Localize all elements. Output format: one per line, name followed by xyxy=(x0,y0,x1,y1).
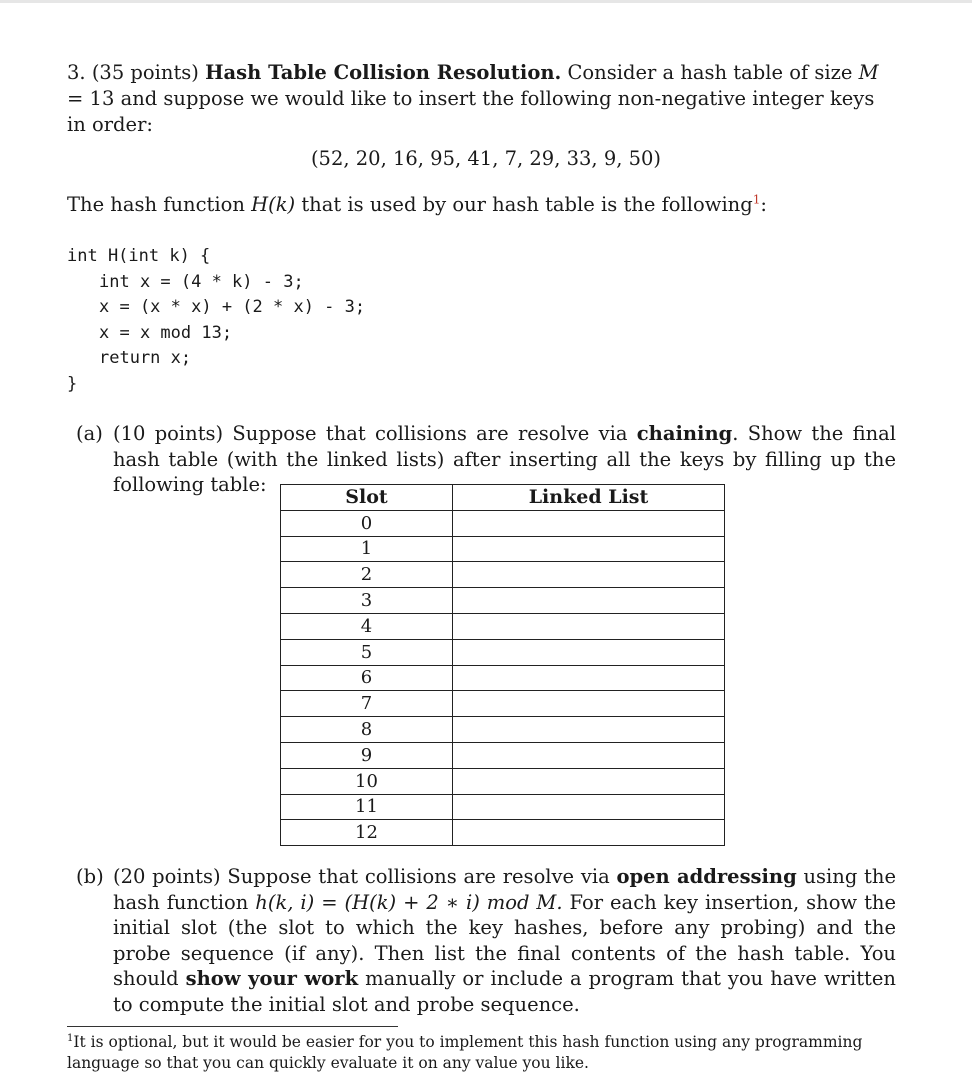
table-row xyxy=(281,510,725,536)
size-var: M xyxy=(858,61,879,84)
table-row xyxy=(281,613,725,639)
part-a-bold: chaining xyxy=(636,422,733,445)
code-line-6: } xyxy=(67,373,78,394)
slot-cell: 10 xyxy=(281,768,453,794)
intro-text-b: and suppose we would like to insert the following non-negative integer keys in order: xyxy=(67,87,875,136)
hash-intro-a: The hash function xyxy=(67,193,245,216)
slot-cell: 6 xyxy=(281,665,453,691)
linked-list-cell[interactable] xyxy=(453,562,725,588)
part-b-label: (b) xyxy=(76,865,104,888)
footnote xyxy=(67,1032,895,1074)
keys-sequence: (52, 20, 16, 95, 41, 7, 29, 33, 9, 50) xyxy=(310,147,662,170)
code-line-5: return x; xyxy=(99,348,192,368)
linked-list-cell[interactable] xyxy=(453,717,725,743)
size-eq: = 13 xyxy=(67,87,115,110)
part-b-text-c: For each key insertion, show the initial slot (the slot to which the key hashes, before any probing) and the probe sequence (if any). Then list the final contents of the hash table. You should xyxy=(113,890,897,990)
slot-cell: 1 xyxy=(281,536,453,562)
slot-cell: 8 xyxy=(281,717,453,743)
table-row xyxy=(281,820,725,846)
hash-intro xyxy=(67,192,897,218)
probe-formula: h(k, i) = (H(k) + 2 ∗ i) mod M. xyxy=(255,890,563,914)
problem-intro xyxy=(67,60,897,138)
linked-list-cell[interactable] xyxy=(453,820,725,846)
header-slot: Slot xyxy=(281,485,453,511)
table-header-row xyxy=(281,485,725,511)
part-a-text-b: . Show the final hash table (with the linked lists) after inserting all the keys by filling up the following table: xyxy=(113,422,896,496)
slot-cell: 4 xyxy=(281,613,453,639)
linked-list-cell[interactable] xyxy=(453,588,725,614)
slot-cell: 2 xyxy=(281,562,453,588)
hash-name: H(k) xyxy=(251,193,296,216)
slot-cell: 5 xyxy=(281,639,453,665)
part-b-bold-show-work: show your work xyxy=(185,967,359,990)
linked-list-cell[interactable] xyxy=(453,613,725,639)
table-row xyxy=(281,768,725,794)
table-row xyxy=(281,691,725,717)
code-line-4: x = x mod 13; xyxy=(99,322,233,343)
part-b-text-b: using the hash function xyxy=(113,865,896,914)
table-row xyxy=(281,742,725,768)
hash-intro-b: that is used by our hash table is the following xyxy=(301,193,753,216)
slot-cell: 11 xyxy=(281,794,453,820)
part-a xyxy=(76,421,896,496)
linked-list-cell[interactable] xyxy=(453,768,725,794)
linked-list-cell[interactable] xyxy=(453,510,725,536)
part-b-text-a: (20 points) Suppose that collisions are resolve via xyxy=(113,865,610,888)
footnote-rule xyxy=(67,1026,398,1027)
code-line-3: x = (x * x) + (2 * x) - 3; xyxy=(99,297,366,317)
linked-list-cell[interactable] xyxy=(453,639,725,665)
table-row xyxy=(281,717,725,743)
slot-cell: 0 xyxy=(281,510,453,536)
table-row xyxy=(281,562,725,588)
part-a-text-a: (10 points) Suppose that collisions are resolve via xyxy=(113,422,628,445)
hash-table xyxy=(280,484,725,846)
table-row xyxy=(281,639,725,665)
part-b-text xyxy=(113,864,896,1017)
code-line-1: int H(int k) { xyxy=(67,246,211,266)
table-row xyxy=(281,794,725,820)
footnote-link[interactable]: 1 xyxy=(752,192,761,207)
hash-intro-c: : xyxy=(760,193,767,216)
intro-text-a: Consider a hash table of size xyxy=(567,61,853,84)
slot-cell: 7 xyxy=(281,691,453,717)
linked-list-cell[interactable] xyxy=(453,691,725,717)
linked-list-cell[interactable] xyxy=(453,794,725,820)
linked-list-cell[interactable] xyxy=(453,536,725,562)
slot-cell: 9 xyxy=(281,742,453,768)
problem-number: 3. xyxy=(67,61,86,84)
part-b xyxy=(76,864,896,1019)
slot-cell: 12 xyxy=(281,820,453,846)
linked-list-cell[interactable] xyxy=(453,665,725,691)
problem-title: Hash Table Collision Resolution. xyxy=(205,61,562,84)
table-row xyxy=(281,536,725,562)
part-b-text-d: manually or include a program that you have written to compute the initial slot and probe sequence. xyxy=(113,967,896,1016)
part-b-bold-open-addressing: open addressing xyxy=(616,865,797,888)
header-linked-list: Linked List xyxy=(453,485,725,511)
code-line-2: int x = (4 * k) - 3; xyxy=(99,271,304,292)
problem-points: (35 points) xyxy=(91,61,199,84)
slot-cell: 3 xyxy=(281,588,453,614)
part-a-label: (a) xyxy=(76,422,103,445)
footnote-text: It is optional, but it would be easier for you to implement this hash function using any programming language so that you can quickly evaluate it on any value you like. xyxy=(67,1033,863,1072)
linked-list-cell[interactable] xyxy=(453,742,725,768)
code-block xyxy=(67,244,365,397)
table-row xyxy=(281,588,725,614)
footnote-mark: 1 xyxy=(67,1032,74,1044)
table-row xyxy=(281,665,725,691)
